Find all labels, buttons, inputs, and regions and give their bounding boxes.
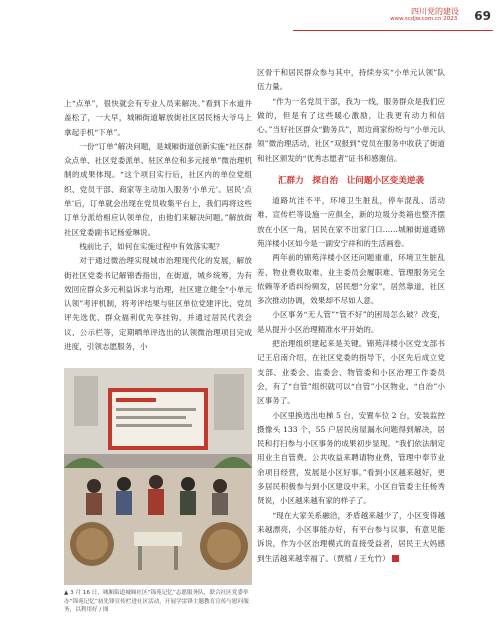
banner-text — [116, 424, 192, 427]
person — [86, 493, 102, 515]
table-leg — [174, 546, 178, 570]
banner-text — [116, 416, 186, 419]
photo-illustration — [64, 368, 252, 585]
article-photo — [64, 368, 252, 585]
page-number: 69 — [474, 9, 491, 23]
header-divider — [293, 30, 493, 31]
left-paragraph: 一份“订单”解决问题，是城厢街道创新实施“社区群众点单、社区党委派单、驻区单位和多元接单”微治理机制的成果体现。“这个项目实行后，社区内的单位党组织、党员干部、商家等主动加入服务‘小单元’。居民‘点单’后，订单就会出现在党员收集平台上，我们再将这些订单分派给相应认领单位，由他们来解决问题。”解放街社区党委副书记杨爱琳说。 — [64, 141, 252, 237]
person — [149, 475, 163, 489]
right-column — [257, 66, 445, 566]
right-paragraph: 两年前的锦苑洋楼小区还问题重重，环境卫生脏乱差、物业费收取难、业主委员会履职难、管理服务完全依赖等矛盾纠纷频发，居民想“分家”，居然靠道，社区多次推动协调，效果却不尽如人意。 — [257, 253, 445, 306]
photo-caption: ▲ 3 月 16 日，城厢街道城厢社区“锦苑记忆”志愿服务队，联合社区党委举办“锦苑记忆”初先锋宣传栏进社区活动，开展学雷锋主题教育宣传与慰问服务，以利用好 / 图 — [64, 590, 249, 614]
person — [148, 489, 164, 515]
banner-text — [116, 398, 156, 402]
section-title: 汇群力 探自治 让问题小区变美逆袭 — [277, 176, 425, 187]
rattan-chair — [76, 528, 108, 560]
left-paragraph: 对于通过微治理实现城市治理现代化的发展，解放街社区党委书记解锦香指出，在街道，城乡统筹，为有效回应群众多元利益诉求与治理，社区建立健全“小单元认领”考评机制，将考评结果与驻区单位党建评比、党员评先选优、群众福利优先享挂钩，并通过居民代表会议、公示栏等，定期晒单评选出的认领微治理项目完成进度，引领志愿服务，小 — [64, 256, 252, 352]
person — [180, 491, 196, 515]
right-paragraph: 小区里换选出电梯 5 台，安置车位 2 台，安装监控摄像头 133 个，55 户居民房屋漏水问题得到解决，居民和打扫参与小区事务的成果初步显现。“我们依法制定用业主自管费、公共收益来聘请物业费，管理中奉节业余项目经营，发展是小区好事。”看到小区越来越好，更多居民积极参与到小区建设中来，小区自管委主任杨秀贤说，小区越来越有家的样子了。 — [257, 410, 445, 506]
end-mark: ⊡ — [392, 555, 399, 562]
banner-text — [116, 408, 196, 411]
right-paragraph: 道路坑洼不平，环境卫生脏乱，停车混乱、活动难、宣传栏等设施一应俱全，新的垃圾分类箱也整齐摆放在小区一角，居民在家不出家门口……城厢街道通锦苑洋楼小区如今是一副安宁祥和的生活画卷。 — [257, 196, 445, 248]
right-paragraph-final — [257, 509, 445, 566]
left-paragraph: 上“点单”，很快就会有专业人员来解决。”看到下水道井盖松了，一大早，城厢街道解放街社区居民杨大爷马上拿起手机“下单”。 — [64, 99, 252, 137]
person — [212, 493, 228, 515]
person — [213, 479, 227, 493]
right-paragraph: 小区事务“无人管”“管不好”的困局怎么破？改变，是从提升小区治理精准水平开始的。 — [257, 310, 445, 334]
person — [181, 477, 195, 491]
left-paragraph: 栈前比子，如何在实施过程中有效落实呢？ — [79, 241, 224, 251]
right-paragraph: 区骨干和居民群众参与其中，持续夯实“小单元认领”队伍力量。 — [257, 68, 445, 92]
magazine-title: 四川党的建设 — [411, 7, 459, 16]
right-paragraph: “作为一名党员干部，我为一线，服务群众是我们应做的，但是有了这些暖心激励，让我更有动力和信心。”当好社区群众“勤务兵”，周边商家纷纷与“小单元认领”微治理活动，社区“双报到”党员在服务中收获了街道和社区颁发的“优秀志愿者”证书和感谢信。 — [257, 96, 445, 163]
left-column — [64, 97, 252, 354]
window — [214, 374, 244, 430]
magazine-url: www.scdjw.com.cn 2023. — [390, 16, 459, 22]
table-leg — [138, 546, 142, 570]
rattan-chair — [207, 529, 241, 563]
final-text: “现在大家关系融洽，矛盾越来越少了，小区变得越来越漂亮，小区事能办好，有平台参与议事，有意见能诉说，作为小区治理模式的直接受益者，居民王大妈感到生活越来越幸福了。（贾植 / 王允竹） — [257, 510, 445, 563]
person — [117, 477, 131, 491]
table — [134, 532, 182, 546]
person — [116, 491, 132, 515]
window — [74, 376, 98, 426]
page-header — [293, 6, 493, 28]
right-paragraph: 把治理组织建起来是关键。锦苑洋楼小区党支部书记王启南介绍，在社区党委的指导下，小区先后成立党支部、业委会、监委会、物管委和小区治理工作委员会，有了“自管”组织就可以“自管”小区物业、“自治”小区事务了。 — [257, 339, 445, 406]
person — [87, 479, 101, 493]
